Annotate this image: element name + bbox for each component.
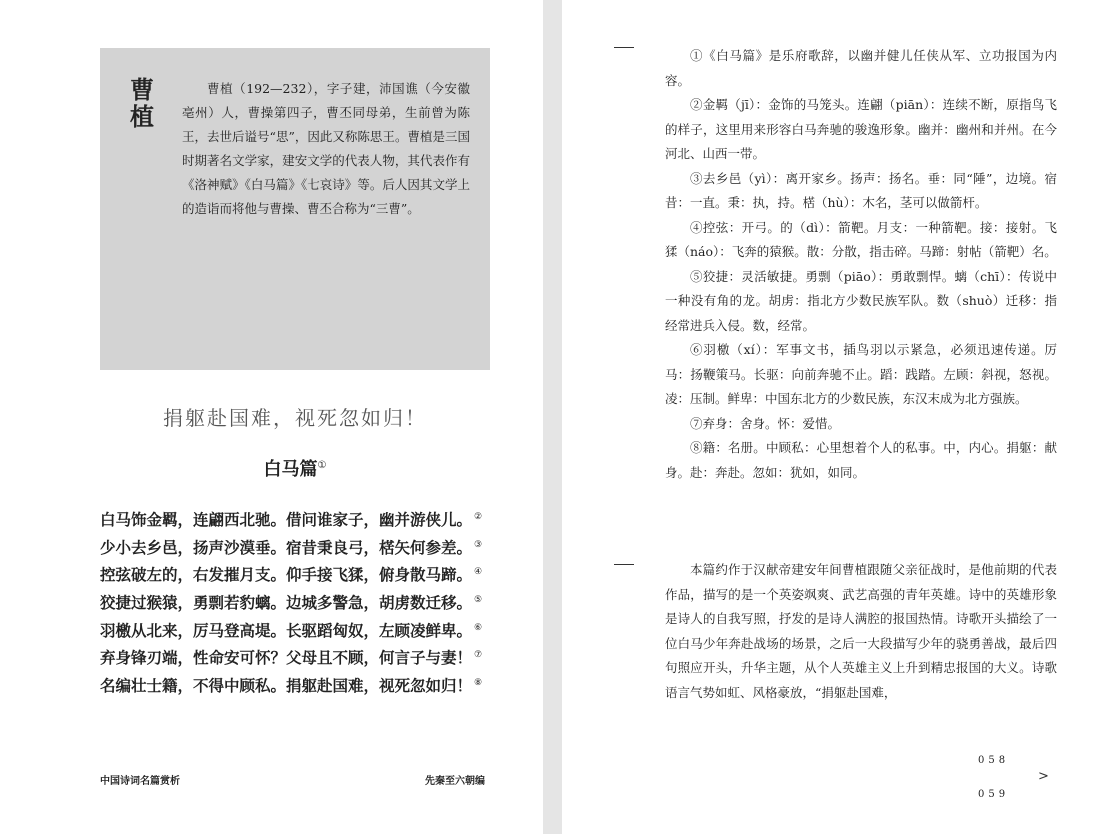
poem-line-text: 弃身锋刃端，性命安可怀？父母且不顾，何言子与妻！ [100,648,473,668]
annotations [665,44,1057,485]
poem-line [100,560,500,588]
poem-title-note-marker: ① [317,460,327,471]
poem-line [100,505,500,533]
footer-book-title: 中国诗词名篇赏析 [100,776,180,787]
annotation-item: ①《白马篇》是乐府歌辞，以幽并健儿任侠从军、立功报国为内容。 [665,48,1057,88]
poem-line [100,671,500,699]
right-page [562,0,1105,834]
page-number-right: 059 [978,789,1010,800]
author-bio: 曹植（192—232），字子建，沛国谯（今安徽亳州）人，曹操第四子，曹丕同母弟，生前曾为陈王，去世后谥号“思”，因此又称陈思王。曹植是三国时期著名文学家，建安文学的代表人物，其代表作有《洛神赋》《白马篇》《七哀诗》等。后人因其文学上的造诣而将他与曹操、曹丕合称为“三曹”。 [182,81,470,216]
annotation-item: ④控弦：开弓。的（dì）：箭靶。月支：一种箭靶。接：接射。飞猱（náo）：飞奔的猿猴。散：分散，指击碎。马蹄：射帖（箭靶）名。 [665,219,1057,259]
poem-line-note-marker: ② [474,512,483,522]
poem-title [100,455,490,481]
poem-line-text: 羽檄从北来，厉马登高堤。长驱蹈匈奴，左顾凌鲜卑。 [100,620,473,640]
book-spine [543,0,562,834]
commentary-dash [614,564,634,565]
annotation-item: ⑦弃身：舍身。怀：爱惜。 [690,415,841,431]
annotation-item: ②金羁（jī）：金饰的马笼头。连翩（piān）：连续不断，原指鸟飞的样子，这里用来形容白马奔驰的骏逸形象。幽并：幽州和并州。在今河北、山西一带。 [665,97,1057,161]
annotation-item: ③去乡邑（yì）：离开家乡。扬声：扬名。垂：同“陲”，边境。宿昔：一直。秉：执，持。楛（hù）：木名，茎可以做箭杆。 [665,170,1057,210]
poem-line-text: 少小去乡邑，扬声沙漠垂。宿昔秉良弓，楛矢何参差。 [100,537,473,557]
poem-line-text: 名编壮士籍，不得中顾私。捐躯赴国难，视死忽如归！ [100,676,473,696]
poem-line-note-marker: ⑥ [474,622,483,633]
poem-line-note-marker: ⑧ [474,677,483,688]
poem-line [100,616,500,644]
left-page [0,0,543,834]
page-number-left: 058 [978,755,1010,766]
annotation-item: ⑤狡捷：灵活敏捷。勇剽（piāo）：勇敢剽悍。螭（chī）：传说中一种没有角的龙。胡虏：指北方少数民族军队。数（shuò）迁移：指经常进兵入侵。数，经常。 [665,268,1057,333]
poem-line [100,588,500,616]
poem-line [100,643,500,671]
poem-line [100,533,500,561]
poem-slogan: 捐躯赴国难，视死忽如归！ [163,406,427,430]
commentary: 本篇约作于汉献帝建安年间曹植跟随父亲征战时，是他前期的代表作品，描写的是一个英姿飒爽、武艺高强的青年英雄。诗中的英雄形象是诗人的自我写照，抒发的是诗人满腔的报国热情。诗歌开头描绘了一位白马少年奔赴战场的场景，之后一大段描写少年的骁勇善战，最后四句照应开头，升华主题，从个人英雄主义上升到精忠报国的大义。诗歌语言气势如虹、风格豪放，“捐躯赴国难， [665,562,1057,700]
annotation-item: ⑧籍：名册。中顾私：心里想着个人的私事。中，内心。捐躯：献身。赴：奔赴。忽如：犹如，如同。 [665,440,1057,480]
annotation-item: ⑥羽檄（xí）：军事文书，插鸟羽以示紧急，必须迅速传递。厉马：扬鞭策马。长驱：向前奔驰不止。蹈：践踏。左顾：斜视，怒视。凌：压制。鲜卑：中国东北方的少数民族，东汉末成为北方强族。 [665,342,1057,406]
poem-line-note-marker: ⑤ [474,594,483,605]
poem-line-note-marker: ③ [474,539,483,550]
poem-line-note-marker: ⑦ [474,650,483,661]
footer-section-title: 先秦至六朝编 [425,776,485,787]
poem-line-text: 狡捷过猴猿，勇剽若豹螭。边城多警急，胡虏数迁移。 [100,593,473,613]
poem-body [100,505,500,699]
poem-line-note-marker: ④ [474,567,483,578]
author-intro-box [100,48,490,370]
poem-line-text: 控弦破左的，右发摧月支。仰手接飞猱，俯身散马蹄。 [100,565,473,585]
poem-line-text: 白马饰金羁，连翩西北驰。借问谁家子，幽并游侠儿。 [100,510,473,530]
notes-dash [614,47,634,48]
author-name: 曹植 [130,75,154,131]
next-page-icon[interactable]: > [1038,769,1049,784]
poem-title-text: 白马篇 [263,459,318,480]
